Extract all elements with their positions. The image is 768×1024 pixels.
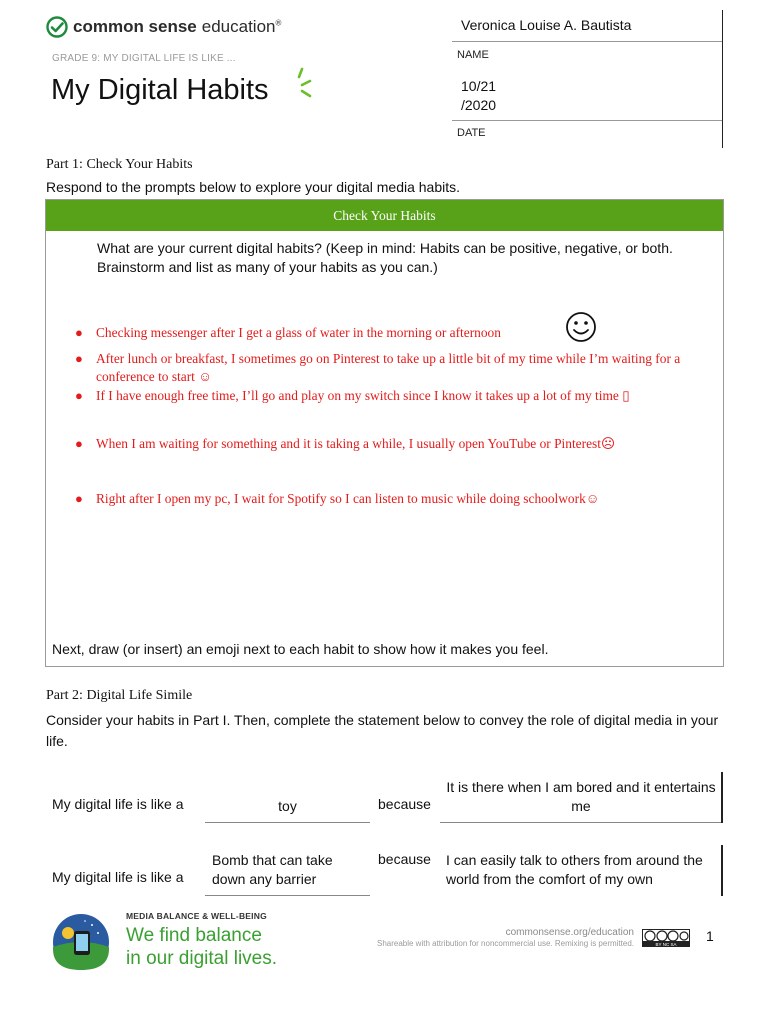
tagline-line-2: in our digital lives. — [126, 948, 278, 969]
simile-like-answer[interactable]: toy — [278, 798, 297, 814]
simile-like-answer[interactable]: Bomb that can take down any barrier — [212, 852, 333, 887]
part2-heading: Part 2: Digital Life Simile — [46, 688, 193, 703]
part1-instruction: Respond to the prompts below to explore your digital media habits. — [46, 179, 461, 195]
habits-question: What are your current digital habits? (Keep in mind: Habits can be positive, negative, or both. Brainstorm and list as many of your habits as you can.) — [97, 240, 673, 275]
bullet-icon: ● — [75, 351, 83, 366]
emoji-instruction: Next, draw (or insert) an emoji next to each habit to show how it makes you feel. — [52, 641, 549, 657]
license-label: BY NC SA — [655, 941, 677, 947]
simile-row-bar — [721, 772, 723, 823]
habit-item[interactable] — [75, 490, 716, 508]
media-balance-label: MEDIA BALANCE & WELL-BEING — [126, 911, 267, 921]
bullet-icon: ● — [75, 325, 83, 340]
date-value[interactable] — [461, 77, 496, 115]
part2-instruction: Consider your habits in Part I. Then, complete the statement below to convey the role of digital media in your life. — [46, 712, 719, 749]
bullet-icon: ● — [75, 388, 83, 403]
date-label: DATE — [457, 127, 486, 139]
habit-text: If I have enough free time, I’ll go and play on my switch since I know it takes up a lot of my time ▯ — [96, 388, 630, 403]
simile-like-underline — [205, 895, 370, 896]
page-number: 1 — [706, 928, 714, 944]
simile-like-underline — [205, 822, 370, 823]
grade-subtitle: GRADE 9: MY DIGITAL LIFE IS LIKE ... — [52, 53, 236, 64]
tagline-line-1: We find balance — [126, 925, 262, 946]
date-underline — [452, 120, 722, 121]
footer-url[interactable]: commonsense.org/education — [505, 927, 634, 938]
creative-commons-icon — [642, 929, 690, 947]
page-title: My Digital Habits — [51, 74, 269, 106]
common-sense-logo — [46, 14, 281, 40]
checkmark-icon — [46, 16, 68, 38]
logo-text-education: education — [201, 17, 276, 36]
name-label: NAME — [457, 49, 489, 61]
simile-reason-answer[interactable]: It is there when I am bored and it entertains me — [446, 779, 716, 814]
simile-lead: My digital life is like a — [52, 869, 184, 885]
habit-text: When I am waiting for something and it is taking a while, I usually open YouTube or Pinterest☹ — [96, 436, 615, 451]
logo-text-bold: common sense — [73, 17, 197, 36]
name-value[interactable]: Veronica Louise A. Bautista — [461, 17, 632, 33]
bullet-icon: ● — [75, 491, 83, 506]
habit-item[interactable] — [75, 435, 716, 453]
check-habits-header: Check Your Habits — [46, 200, 723, 231]
sparkle-icon — [293, 67, 315, 103]
name-underline — [452, 41, 722, 42]
date-line-1: 10/21 — [461, 78, 497, 94]
habit-text: After lunch or breakfast, I sometimes go on Pinterest to take up a little bit of my time while I’m waiting for a conference to start ☺ — [96, 351, 681, 384]
habit-item[interactable] — [75, 324, 716, 342]
part1-heading: Part 1: Check Your Habits — [46, 157, 193, 172]
habit-text: Right after I open my pc, I wait for Spotify so I can listen to music while doing schoolwork☺ — [96, 491, 600, 506]
simile-reason-underline — [440, 822, 722, 823]
share-notice: Shareable with attribution for noncommercial use. Remixing is permitted. — [376, 939, 634, 948]
simile-because: because — [378, 851, 431, 867]
habit-item[interactable] — [75, 387, 716, 405]
logo-text-light — [202, 17, 282, 37]
date-line-2: /2020 — [461, 97, 497, 113]
habit-item[interactable] — [75, 350, 716, 386]
header-divider — [722, 10, 723, 148]
media-balance-badge-icon — [52, 913, 110, 971]
habit-text: Checking messenger after I get a glass of water in the morning or afternoon — [96, 325, 501, 340]
smiley-emoji-icon — [565, 311, 597, 343]
logo-trademark: ® — [275, 18, 282, 28]
simile-reason-answer[interactable]: I can easily talk to others from around the world from the comfort of my own — [446, 852, 703, 887]
simile-row-bar — [721, 845, 723, 896]
simile-because: because — [378, 796, 431, 812]
simile-lead: My digital life is like a — [52, 796, 184, 812]
bullet-icon: ● — [75, 436, 83, 451]
